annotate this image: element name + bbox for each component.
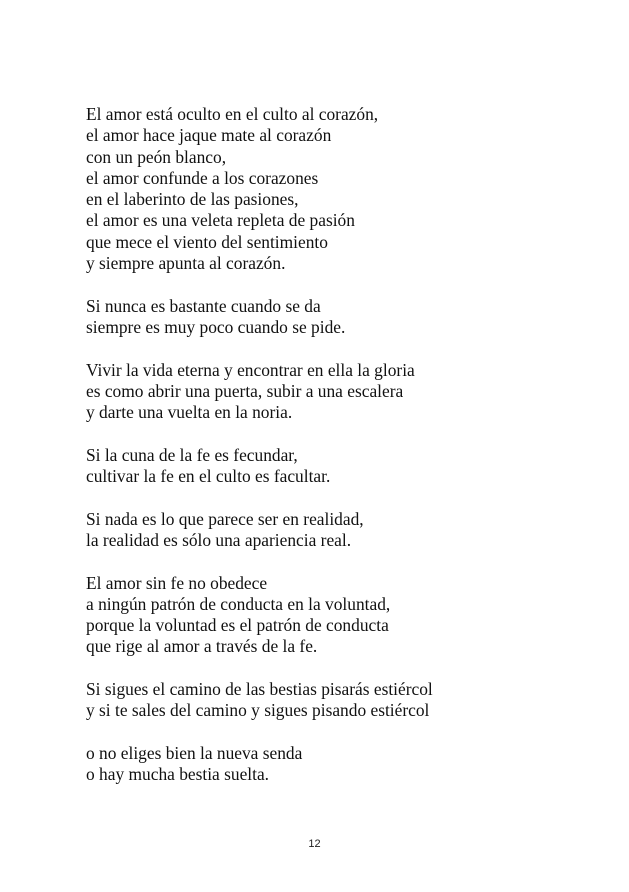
stanza	[86, 104, 606, 274]
poem-line: que mece el viento del sentimiento	[86, 231, 328, 252]
poem-line: Si nunca es bastante cuando se da	[86, 295, 321, 316]
poem-line: o no eliges bien la nueva senda	[86, 742, 303, 763]
poem-body	[86, 104, 606, 807]
poem-line: El amor está oculto en el culto al corazón,	[86, 104, 379, 124]
poem-line: el amor es una veleta repleta de pasión	[86, 210, 355, 231]
poem-line: El amor sin fe no obedece	[86, 572, 268, 593]
poem-line: y darte una vuelta en la noria.	[86, 402, 293, 423]
page-number: 12	[308, 838, 321, 850]
poem-line: el amor confunde a los corazones	[86, 167, 319, 188]
poem-line: el amor hace jaque mate al corazón	[86, 125, 332, 146]
poem-line: siempre es muy poco cuando se pide.	[86, 316, 346, 337]
poem-line: y si te sales del camino y sigues pisando estiércol	[86, 700, 430, 721]
poem-line: la realidad es sólo una apariencia real.	[86, 529, 352, 550]
stanza	[86, 296, 606, 339]
poem-line: Vivir la vida eterna y encontrar en ella la gloria	[86, 359, 415, 380]
poem-line: Si la cuna de la fe es fecundar,	[86, 444, 298, 465]
stanza	[86, 445, 606, 488]
stanza	[86, 573, 606, 658]
stanza	[86, 743, 606, 786]
stanza	[86, 509, 606, 552]
poem-line: Si nada es lo que parece ser en realidad,	[86, 508, 364, 529]
poem-line: a ningún patrón de conducta en la voluntad,	[86, 593, 391, 614]
poem-line: Si sigues el camino de las bestias pisarás estiércol	[86, 679, 433, 700]
poem-line: con un peón blanco,	[86, 146, 227, 167]
poem-line: y siempre apunta al corazón.	[86, 253, 286, 274]
poem-line: en el laberinto de las pasiones,	[86, 189, 299, 210]
poem-line: porque la voluntad es el patrón de conducta	[86, 615, 389, 636]
poem-line: que rige al amor a través de la fe.	[86, 636, 318, 657]
poem-line: cultivar la fe en el culto es facultar.	[86, 466, 331, 487]
poem-line: es como abrir una puerta, subir a una escalera	[86, 380, 404, 401]
stanza	[86, 360, 606, 424]
poem-line: o hay mucha bestia suelta.	[86, 764, 270, 785]
stanza	[86, 679, 606, 722]
